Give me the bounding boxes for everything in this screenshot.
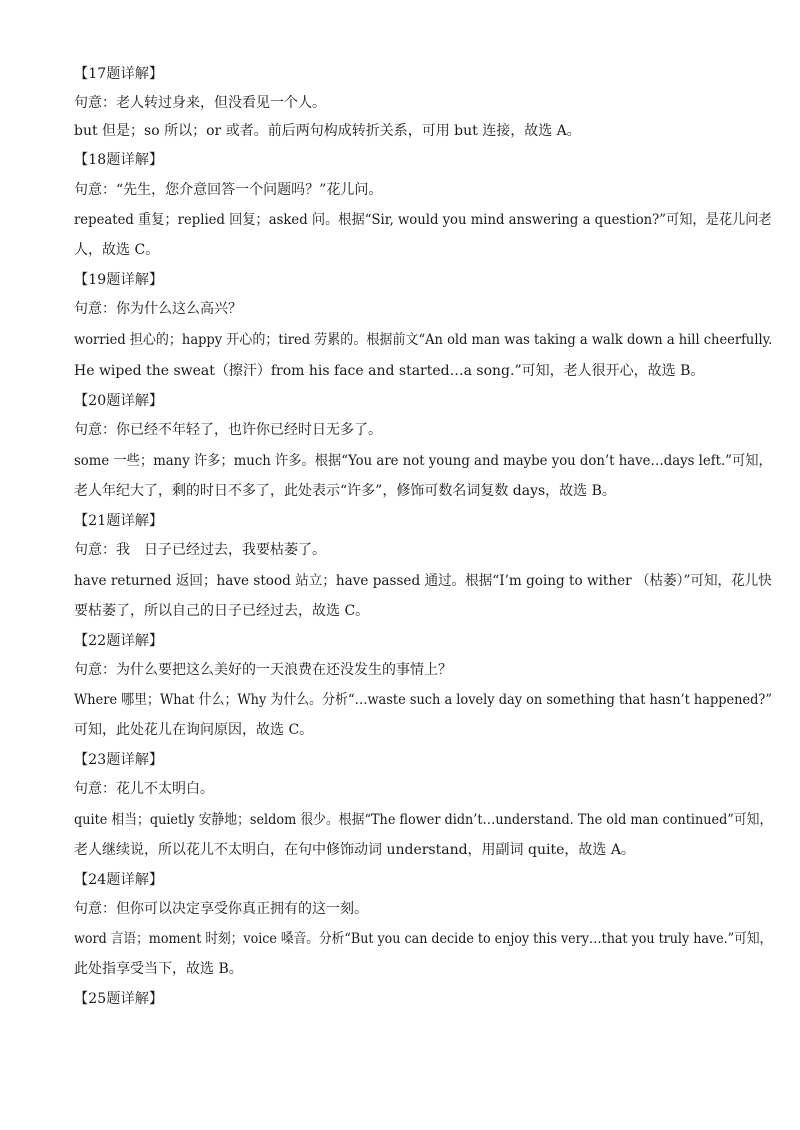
explanation-q22-line1: Where 哪里；What 什么；Why 为什么。分析“…waste such a lovely day on something that hasn’t happened?” [74, 692, 772, 708]
explanation-q19-line2: He wiped the sweat（擦汗）from his face and started…a song.”可知，老人很开心，故选 B。 [74, 363, 705, 379]
explanation-q22-line2: 可知，此处花儿在询问原因，故选 C。 [74, 722, 314, 738]
meaning-q17: 句意：老人转过身来，但没看见一个人。 [74, 95, 326, 111]
heading-q25: 【25题详解】 [74, 991, 164, 1007]
meaning-q20: 句意：你已经不年轻了，也许你已经时日无多了。 [74, 422, 382, 438]
meaning-q18: 句意：“先生，您介意回答一个问题吗？”花儿问。 [74, 182, 383, 198]
heading-q21: 【21题详解】 [74, 513, 164, 529]
explanation-q18-line1: repeated 重复；replied 回复；asked 问。根据“Sir, would you mind answering a question?”可知，是花儿问老 [74, 212, 772, 228]
explanation-q24-line1: word 言语；moment 时刻；voice 嗓音。分析“But you can decide to enjoy this very…that you truly have.”可知， [74, 931, 773, 947]
explanation-q18-line2: 人，故选 C。 [74, 242, 160, 258]
meaning-q23: 句意：花儿不太明白。 [74, 781, 214, 797]
heading-q23: 【23题详解】 [74, 752, 164, 768]
heading-q18: 【18题详解】 [74, 152, 164, 168]
explanation-q23-line1: quite 相当；quietly 安静地；seldom 很少。根据“The flower didn’t…understand. The old man continued”可知， [74, 812, 773, 828]
explanation-q23-line2: 老人继续说，所以花儿不太明白，在句中修饰动词 understand，用副词 quite，故选 A。 [74, 842, 635, 858]
explanation-q17: but 但是；so 所以；or 或者。前后两句构成转折关系，可用 but 连接，故选 A。 [74, 123, 581, 139]
heading-q22: 【22题详解】 [74, 633, 164, 649]
heading-q24: 【24题详解】 [74, 872, 164, 888]
heading-q17: 【17题详解】 [74, 66, 164, 82]
explanation-q20-line2: 老人年纪大了，剩的时日不多了，此处表示“许多”，修饰可数名词复数 days，故选 B。 [74, 483, 616, 499]
meaning-q24: 句意：但你可以决定享受你真正拥有的这一刻。 [74, 901, 368, 917]
explanation-q21-line2: 要枯萎了，所以自己的日子已经过去，故选 C。 [74, 603, 370, 619]
heading-q19: 【19题详解】 [74, 272, 164, 288]
explanation-q20-line1: some 一些；many 许多；much 许多。根据“You are not young and maybe you don’t have…days left.”可知， [74, 453, 772, 469]
meaning-q19: 句意：你为什么这么高兴？ [74, 301, 242, 317]
heading-q20: 【20题详解】 [74, 393, 164, 409]
explanation-q21-line1: have returned 返回；have stood 站立；have passed 通过。根据“I’m going to wither （枯萎）”可知，花儿快 [74, 573, 772, 589]
explanation-q19-line1: worried 担心的；happy 开心的；tired 劳累的。根据前文“An old man was taking a walk down a hill cheerfully. [74, 332, 773, 348]
meaning-q22: 句意：为什么要把这么美好的一天浪费在还没发生的事情上？ [74, 662, 452, 678]
meaning-q21: 句意：我 日子已经过去，我要枯萎了。 [74, 542, 326, 558]
explanation-q24-line2: 此处指享受当下，故选 B。 [74, 961, 243, 977]
